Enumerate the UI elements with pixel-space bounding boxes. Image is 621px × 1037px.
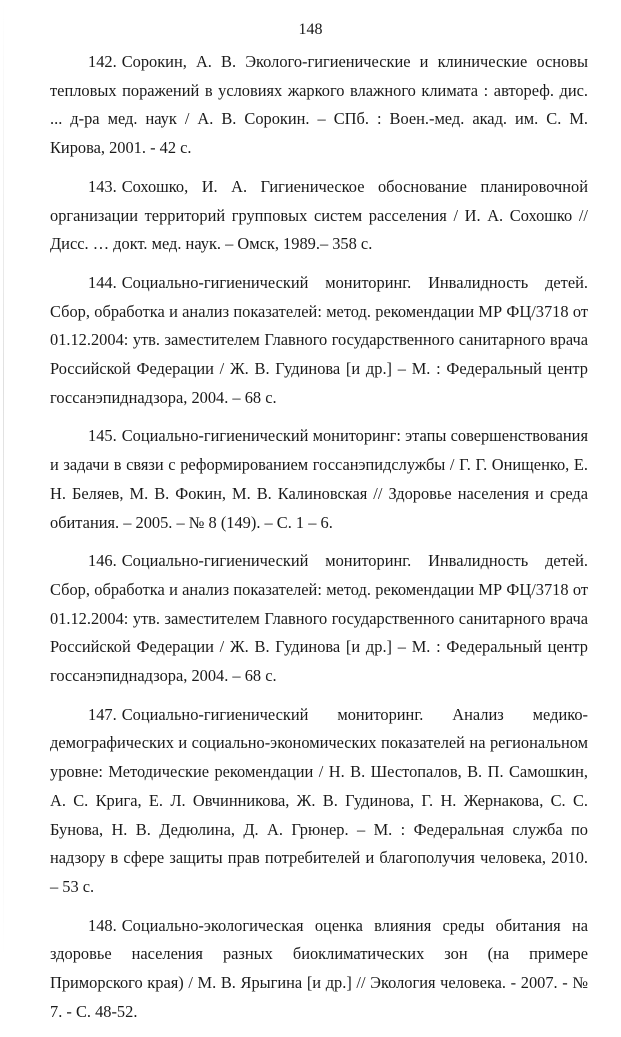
- reference-entry-148: [50, 912, 588, 1027]
- reference-text: Сорокин, А. В. Эколого-гигиенические и клинические основы тепловых поражений в условиях жаркого влажного климата : автореф. дис. ... д-ра мед. наук / А. В. Сорокин. – СПб. : Воен.-мед. акад. им. С. М. Кирова, 2001. - 42 с.: [50, 52, 588, 158]
- reference-text: Социально-гигиенический мониторинг. Анализ медико-демографических и социально-экономических показателей на региональном уровне: Методические рекомендации / Н. В. Шестопалов, В. П. Самошкин, А. С. Крига, Е. Л. Овчинникова, Ж. В. Гудинова, Г. Н. Жернакова, С. С. Бунова, Н. В. Дедюлина, Д. А. Грюнер. – М. : Федеральная служба по надзору в сфере защиты прав потребителей и благополучия человека, 2010. – 53 с.: [50, 704, 588, 896]
- reference-number: 146.: [88, 551, 117, 571]
- reference-number: 144.: [88, 272, 117, 292]
- reference-entry-145: [50, 422, 588, 537]
- reference-number: 148.: [88, 915, 117, 935]
- reference-text: Сохошко, И. А. Гигиеническое обоснование планировочной организации территорий групповых систем расселения / И. А. Сохошко // Дисс. … докт. мед. наук. – Омск, 1989.– 358 с.: [50, 176, 588, 254]
- reference-list: [50, 48, 588, 1037]
- scan-edge-shadow: [3, 0, 4, 960]
- page-number: 148: [298, 21, 323, 38]
- reference-text: Социально-гигиенический мониторинг: этапы совершенствования и задачи в связи с реформированием госсанэпидслужбы / Г. Г. Онищенко, Е. Н. Беляев, М. В. Фокин, М. В. Калиновская // Здоровье населения и среда обитания. – 2005. – № 8 (149). – С. 1 – 6.: [50, 426, 588, 532]
- reference-text: Социально-гигиенический мониторинг. Инвалидность детей. Сбор, обработка и анализ показателей: метод. рекомендации МР ФЦ/3718 от 01.12.2004: утв. заместителем Главного государственного санитарного врача Российской Федерации / Ж. В. Гудинова [и др.] – М. : Федеральный центр госсанэпиднадзора, 2004. – 68 с.: [50, 551, 588, 686]
- reference-number: 145.: [88, 426, 117, 446]
- reference-number: 142.: [88, 52, 117, 71]
- reference-entry-142: [50, 48, 588, 163]
- reference-number: 143.: [88, 176, 117, 196]
- reference-text: Социально-гигиенический мониторинг. Инвалидность детей. Сбор, обработка и анализ показателей: метод. рекомендации МР ФЦ/3718 от 01.12.2004: утв. заместителем Главного государственного санитарного врача Российской Федерации / Ж. В. Гудинова [и др.] – М. : Федеральный центр госсанэпиднадзора, 2004. – 68 с.: [50, 272, 588, 407]
- reference-text: Социально-экологическая оценка влияния среды обитания на здоровье населения разных биоклиматических зон (на примере Приморского края) / М. В. Ярыгина [и др.] // Экология человека. - 2007. - № 7. - С. 48-52.: [50, 915, 588, 1021]
- reference-entry-146: [50, 547, 588, 691]
- reference-entry-143: [50, 173, 588, 259]
- reference-entry-144: [50, 269, 588, 413]
- reference-entry-147: [50, 701, 588, 902]
- reference-number: 147.: [88, 704, 117, 724]
